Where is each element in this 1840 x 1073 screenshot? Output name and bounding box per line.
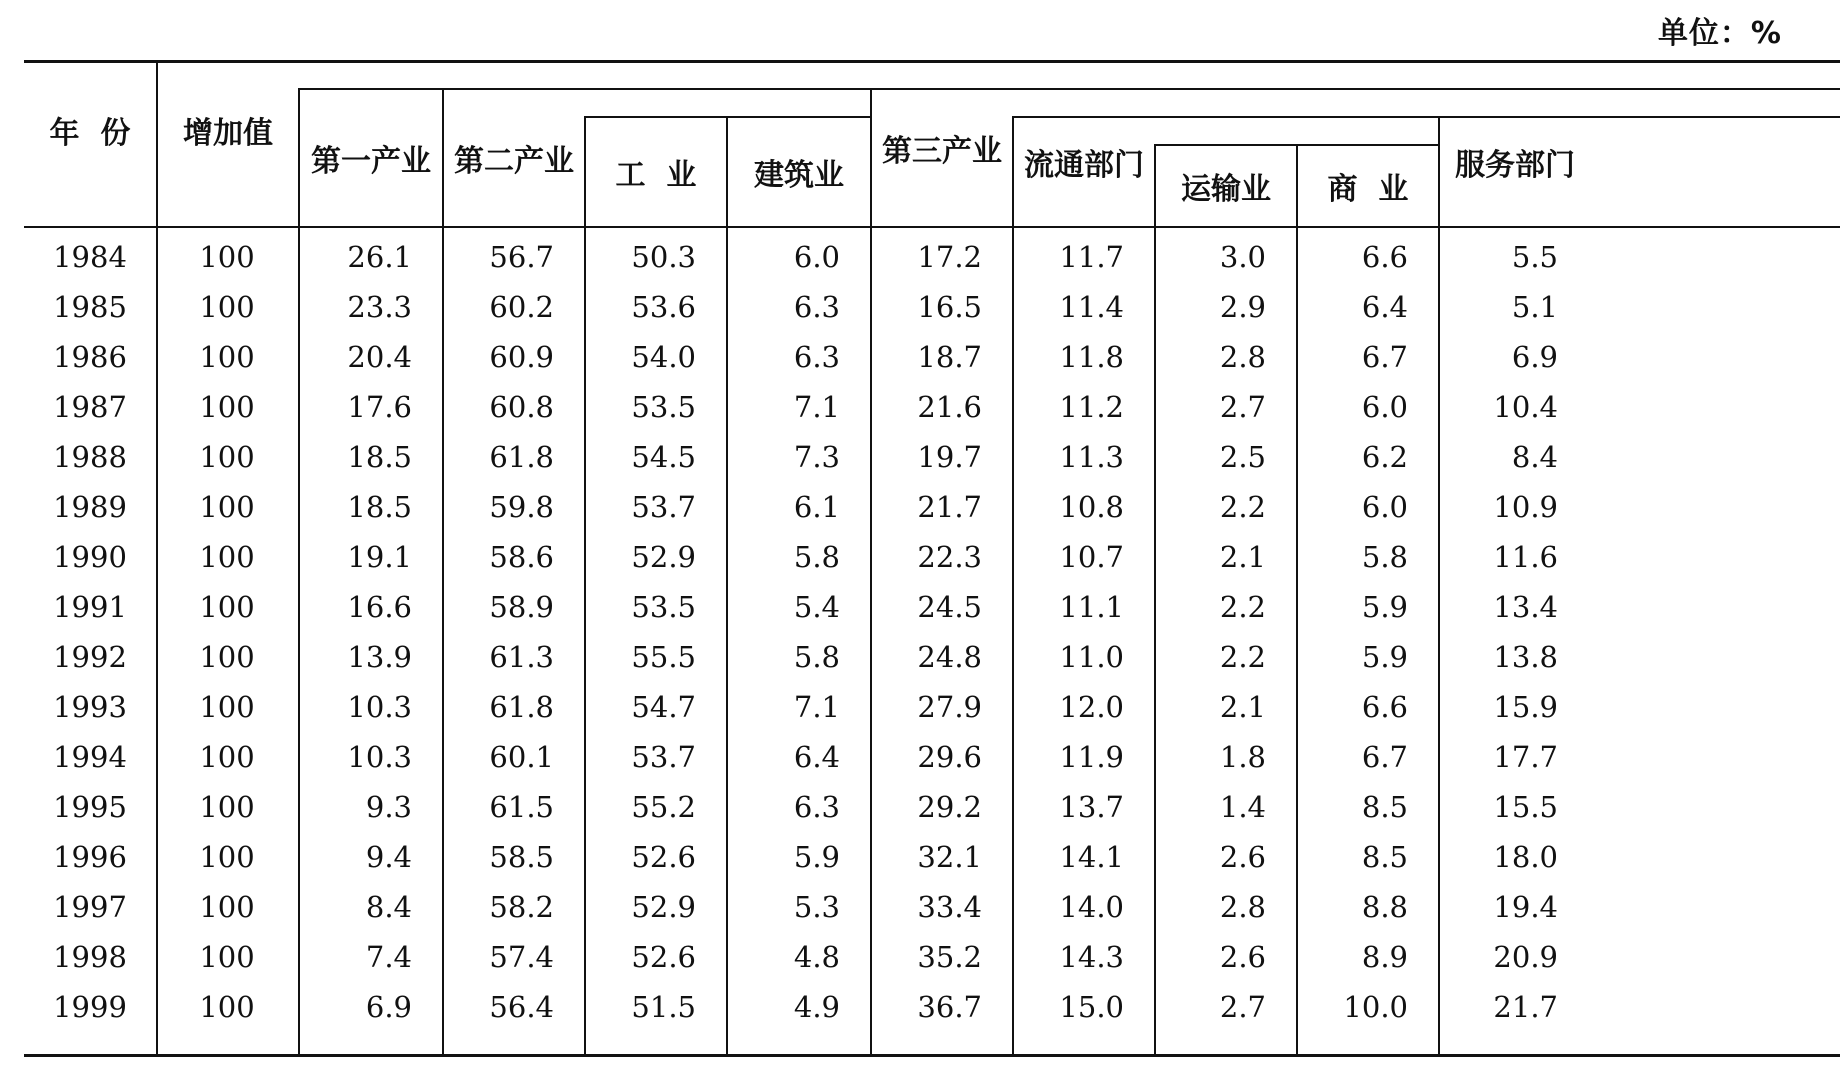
cell-transport: 2.1 bbox=[1219, 540, 1266, 574]
cell-value-added: 100 bbox=[199, 890, 255, 924]
cell-services: 10.4 bbox=[1493, 390, 1558, 424]
cell-commerce: 6.6 bbox=[1361, 690, 1408, 724]
header-commerce: 商 业 bbox=[1327, 172, 1409, 207]
cell-commerce: 6.7 bbox=[1361, 340, 1408, 374]
cell-transport: 2.2 bbox=[1219, 640, 1266, 674]
cell-transport: 3.0 bbox=[1219, 240, 1266, 274]
cell-secondary: 56.7 bbox=[489, 240, 554, 274]
cell-construction: 5.9 bbox=[793, 840, 840, 874]
cell-circulation: 10.8 bbox=[1059, 490, 1124, 524]
header-transport: 运输业 bbox=[1181, 172, 1271, 207]
cell-services: 5.5 bbox=[1511, 240, 1558, 274]
cell-commerce: 6.0 bbox=[1361, 390, 1408, 424]
cell-industry: 55.5 bbox=[631, 640, 696, 674]
cell-services: 11.6 bbox=[1493, 540, 1558, 574]
cell-industry: 54.5 bbox=[631, 440, 696, 474]
header-primary: 第一产业 bbox=[311, 144, 431, 179]
cell-value-added: 100 bbox=[199, 240, 255, 274]
cell-circulation: 14.3 bbox=[1059, 940, 1124, 974]
cell-secondary: 60.8 bbox=[489, 390, 554, 424]
cell-commerce: 6.2 bbox=[1361, 440, 1408, 474]
cell-primary: 13.9 bbox=[347, 640, 412, 674]
cell-secondary: 61.8 bbox=[489, 690, 554, 724]
cell-primary: 19.1 bbox=[347, 540, 412, 574]
cell-construction: 4.8 bbox=[793, 940, 840, 974]
cell-circulation: 14.1 bbox=[1059, 840, 1124, 874]
cell-services: 8.4 bbox=[1511, 440, 1558, 474]
cell-primary: 26.1 bbox=[347, 240, 412, 274]
cell-secondary: 58.2 bbox=[489, 890, 554, 924]
cell-commerce: 8.9 bbox=[1361, 940, 1408, 974]
cell-construction: 5.4 bbox=[793, 590, 840, 624]
cell-primary: 18.5 bbox=[347, 490, 412, 524]
cell-commerce: 6.0 bbox=[1361, 490, 1408, 524]
cell-tertiary: 21.7 bbox=[917, 490, 982, 524]
cell-construction: 7.3 bbox=[793, 440, 840, 474]
cell-primary: 9.3 bbox=[365, 790, 412, 824]
cell-year: 1990 bbox=[53, 540, 127, 574]
cell-industry: 52.9 bbox=[631, 540, 696, 574]
cell-primary: 17.6 bbox=[347, 390, 412, 424]
table-row bbox=[24, 882, 1588, 932]
cell-commerce: 10.0 bbox=[1343, 990, 1408, 1024]
cell-circulation: 11.7 bbox=[1059, 240, 1124, 274]
cell-services: 6.9 bbox=[1511, 340, 1558, 374]
table-row bbox=[24, 732, 1588, 782]
cell-circulation: 12.0 bbox=[1059, 690, 1124, 724]
cell-tertiary: 36.7 bbox=[917, 990, 982, 1024]
cell-secondary: 60.9 bbox=[489, 340, 554, 374]
cell-circulation: 13.7 bbox=[1059, 790, 1124, 824]
cell-secondary: 59.8 bbox=[489, 490, 554, 524]
cell-tertiary: 24.5 bbox=[917, 590, 982, 624]
cell-primary: 20.4 bbox=[347, 340, 412, 374]
cell-construction: 6.3 bbox=[793, 790, 840, 824]
cell-year: 1994 bbox=[53, 740, 127, 774]
cell-industry: 53.5 bbox=[631, 590, 696, 624]
cell-value-added: 100 bbox=[199, 540, 255, 574]
cell-transport: 2.9 bbox=[1219, 290, 1266, 324]
cell-secondary: 61.5 bbox=[489, 790, 554, 824]
header-services: 服务部门 bbox=[1455, 148, 1575, 183]
cell-circulation: 11.9 bbox=[1059, 740, 1124, 774]
cell-primary: 6.9 bbox=[365, 990, 412, 1024]
cell-commerce: 8.5 bbox=[1361, 840, 1408, 874]
table-row bbox=[24, 282, 1588, 332]
structure-table bbox=[24, 60, 1840, 1060]
cell-value-added: 100 bbox=[199, 490, 255, 524]
cell-primary: 7.4 bbox=[365, 940, 412, 974]
cell-secondary: 56.4 bbox=[489, 990, 554, 1024]
cell-commerce: 5.9 bbox=[1361, 640, 1408, 674]
cell-value-added: 100 bbox=[199, 740, 255, 774]
cell-year: 1988 bbox=[53, 440, 127, 474]
cell-industry: 52.6 bbox=[631, 940, 696, 974]
cell-tertiary: 18.7 bbox=[917, 340, 982, 374]
cell-industry: 54.0 bbox=[631, 340, 696, 374]
cell-services: 5.1 bbox=[1511, 290, 1558, 324]
cell-tertiary: 19.7 bbox=[917, 440, 982, 474]
cell-industry: 52.9 bbox=[631, 890, 696, 924]
header-rule bbox=[24, 226, 1840, 228]
header-industry: 工 业 bbox=[615, 158, 697, 193]
cell-construction: 5.8 bbox=[793, 540, 840, 574]
cell-value-added: 100 bbox=[199, 790, 255, 824]
cell-tertiary: 21.6 bbox=[917, 390, 982, 424]
cell-year: 1993 bbox=[53, 690, 127, 724]
cell-value-added: 100 bbox=[199, 840, 255, 874]
cell-services: 17.7 bbox=[1493, 740, 1558, 774]
cell-services: 19.4 bbox=[1493, 890, 1558, 924]
cell-year: 1997 bbox=[53, 890, 127, 924]
cell-construction: 6.0 bbox=[793, 240, 840, 274]
cell-circulation: 15.0 bbox=[1059, 990, 1124, 1024]
cell-year: 1987 bbox=[53, 390, 127, 424]
cell-value-added: 100 bbox=[199, 340, 255, 374]
cell-year: 1995 bbox=[53, 790, 127, 824]
cell-construction: 6.3 bbox=[793, 340, 840, 374]
cell-construction: 5.3 bbox=[793, 890, 840, 924]
cell-circulation: 10.7 bbox=[1059, 540, 1124, 574]
cell-year: 1986 bbox=[53, 340, 127, 374]
cell-transport: 2.7 bbox=[1219, 390, 1266, 424]
cell-construction: 7.1 bbox=[793, 690, 840, 724]
cell-industry: 53.7 bbox=[631, 490, 696, 524]
cell-primary: 9.4 bbox=[365, 840, 412, 874]
header-circulation: 流通部门 bbox=[1024, 148, 1144, 183]
cell-value-added: 100 bbox=[199, 390, 255, 424]
cell-services: 15.9 bbox=[1493, 690, 1558, 724]
cell-services: 15.5 bbox=[1493, 790, 1558, 824]
cell-commerce: 5.9 bbox=[1361, 590, 1408, 624]
cell-commerce: 8.8 bbox=[1361, 890, 1408, 924]
cell-industry: 53.7 bbox=[631, 740, 696, 774]
header-year: 年 份 bbox=[49, 116, 131, 151]
cell-value-added: 100 bbox=[199, 590, 255, 624]
cell-year: 1999 bbox=[53, 990, 127, 1024]
cell-transport: 2.7 bbox=[1219, 990, 1266, 1024]
cell-industry: 54.7 bbox=[631, 690, 696, 724]
cell-services: 10.9 bbox=[1493, 490, 1558, 524]
cell-construction: 6.1 bbox=[793, 490, 840, 524]
cell-transport: 2.6 bbox=[1219, 940, 1266, 974]
cell-tertiary: 29.6 bbox=[917, 740, 982, 774]
table-row bbox=[24, 632, 1588, 682]
cell-secondary: 60.2 bbox=[489, 290, 554, 324]
cell-year: 1984 bbox=[53, 240, 127, 274]
cell-year: 1991 bbox=[53, 590, 127, 624]
cell-tertiary: 24.8 bbox=[917, 640, 982, 674]
cell-circulation: 11.8 bbox=[1059, 340, 1124, 374]
cell-tertiary: 35.2 bbox=[917, 940, 982, 974]
cell-tertiary: 33.4 bbox=[917, 890, 982, 924]
cell-primary: 10.3 bbox=[347, 740, 412, 774]
table-row bbox=[24, 332, 1588, 382]
cell-tertiary: 16.5 bbox=[917, 290, 982, 324]
cell-construction: 4.9 bbox=[793, 990, 840, 1024]
bottom-rule bbox=[24, 1054, 1840, 1057]
cell-transport: 1.8 bbox=[1219, 740, 1266, 774]
table-row bbox=[24, 932, 1588, 982]
table-row bbox=[24, 382, 1588, 432]
cell-services: 13.8 bbox=[1493, 640, 1558, 674]
cell-primary: 10.3 bbox=[347, 690, 412, 724]
cell-transport: 2.8 bbox=[1219, 890, 1266, 924]
cell-secondary: 60.1 bbox=[489, 740, 554, 774]
cell-secondary: 57.4 bbox=[489, 940, 554, 974]
cell-primary: 18.5 bbox=[347, 440, 412, 474]
cell-secondary: 58.6 bbox=[489, 540, 554, 574]
cell-transport: 2.6 bbox=[1219, 840, 1266, 874]
cell-circulation: 14.0 bbox=[1059, 890, 1124, 924]
cell-value-added: 100 bbox=[199, 990, 255, 1024]
cell-year: 1998 bbox=[53, 940, 127, 974]
cell-tertiary: 29.2 bbox=[917, 790, 982, 824]
cell-secondary: 58.9 bbox=[489, 590, 554, 624]
cell-construction: 5.8 bbox=[793, 640, 840, 674]
cell-primary: 16.6 bbox=[347, 590, 412, 624]
cell-transport: 1.4 bbox=[1219, 790, 1266, 824]
cell-primary: 8.4 bbox=[365, 890, 412, 924]
cell-services: 21.7 bbox=[1493, 990, 1558, 1024]
table-row bbox=[24, 832, 1588, 882]
cell-commerce: 6.6 bbox=[1361, 240, 1408, 274]
cell-transport: 2.2 bbox=[1219, 590, 1266, 624]
table-row bbox=[24, 782, 1588, 832]
cell-commerce: 6.7 bbox=[1361, 740, 1408, 774]
cell-circulation: 11.2 bbox=[1059, 390, 1124, 424]
cell-services: 13.4 bbox=[1493, 590, 1558, 624]
cell-construction: 6.3 bbox=[793, 290, 840, 324]
table-row bbox=[24, 982, 1588, 1032]
cell-year: 1996 bbox=[53, 840, 127, 874]
cell-value-added: 100 bbox=[199, 440, 255, 474]
table-row bbox=[24, 532, 1588, 582]
cell-commerce: 6.4 bbox=[1361, 290, 1408, 324]
table-row bbox=[24, 582, 1588, 632]
cell-tertiary: 22.3 bbox=[917, 540, 982, 574]
cell-tertiary: 17.2 bbox=[917, 240, 982, 274]
cell-tertiary: 32.1 bbox=[917, 840, 982, 874]
cell-value-added: 100 bbox=[199, 640, 255, 674]
unit-label: 单位：% bbox=[1657, 16, 1782, 51]
table-row bbox=[24, 482, 1588, 532]
cell-value-added: 100 bbox=[199, 690, 255, 724]
cell-circulation: 11.0 bbox=[1059, 640, 1124, 674]
cell-construction: 7.1 bbox=[793, 390, 840, 424]
header-construction: 建筑业 bbox=[754, 158, 844, 193]
cell-industry: 51.5 bbox=[631, 990, 696, 1024]
cell-secondary: 61.3 bbox=[489, 640, 554, 674]
cell-industry: 53.6 bbox=[631, 290, 696, 324]
cell-tertiary: 27.9 bbox=[917, 690, 982, 724]
table-row bbox=[24, 232, 1588, 282]
cell-industry: 55.2 bbox=[631, 790, 696, 824]
cell-circulation: 11.3 bbox=[1059, 440, 1124, 474]
cell-value-added: 100 bbox=[199, 290, 255, 324]
cell-secondary: 61.8 bbox=[489, 440, 554, 474]
table-row bbox=[24, 432, 1588, 482]
cell-services: 20.9 bbox=[1493, 940, 1558, 974]
header-secondary: 第二产业 bbox=[454, 144, 574, 179]
cell-transport: 2.5 bbox=[1219, 440, 1266, 474]
header-tertiary: 第三产业 bbox=[882, 134, 1002, 169]
cell-industry: 50.3 bbox=[631, 240, 696, 274]
cell-commerce: 5.8 bbox=[1361, 540, 1408, 574]
cell-primary: 23.3 bbox=[347, 290, 412, 324]
cell-year: 1985 bbox=[53, 290, 127, 324]
cell-year: 1989 bbox=[53, 490, 127, 524]
cell-transport: 2.1 bbox=[1219, 690, 1266, 724]
header-value-added: 增加值 bbox=[183, 116, 273, 151]
cell-services: 18.0 bbox=[1493, 840, 1558, 874]
cell-industry: 52.6 bbox=[631, 840, 696, 874]
cell-secondary: 58.5 bbox=[489, 840, 554, 874]
cell-commerce: 8.5 bbox=[1361, 790, 1408, 824]
cell-transport: 2.8 bbox=[1219, 340, 1266, 374]
data-table bbox=[24, 232, 1588, 1032]
table-row bbox=[24, 682, 1588, 732]
cell-transport: 2.2 bbox=[1219, 490, 1266, 524]
cell-construction: 6.4 bbox=[793, 740, 840, 774]
cell-value-added: 100 bbox=[199, 940, 255, 974]
cell-year: 1992 bbox=[53, 640, 127, 674]
cell-circulation: 11.4 bbox=[1059, 290, 1124, 324]
cell-industry: 53.5 bbox=[631, 390, 696, 424]
cell-circulation: 11.1 bbox=[1059, 590, 1124, 624]
